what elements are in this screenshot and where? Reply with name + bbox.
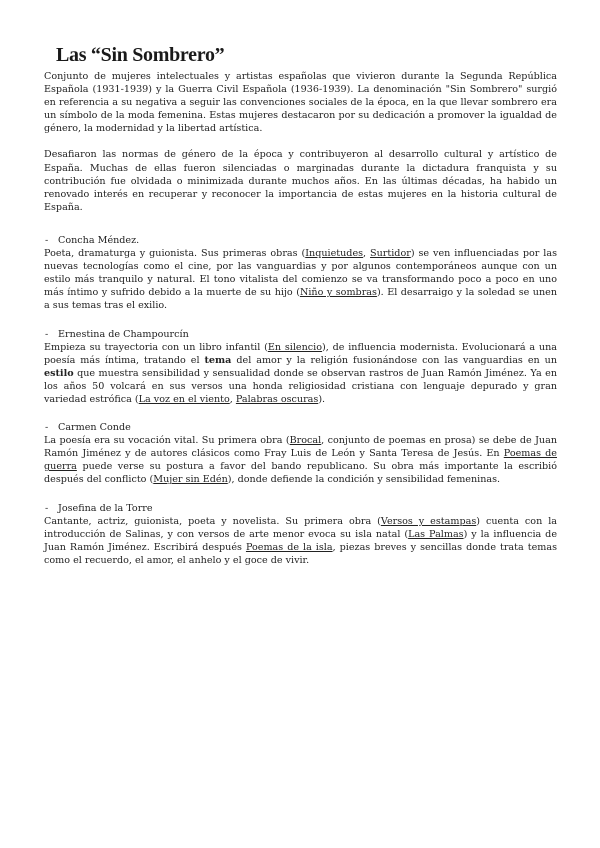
work-title-link[interactable]: Brocal bbox=[289, 435, 322, 447]
work-title-link[interactable]: Niño y sombras bbox=[299, 287, 377, 299]
text-run: La poesía era su vocación vital. Su primera obra ( bbox=[44, 435, 290, 447]
text-run: Cantante, actriz, guionista, poeta y novelista. Su primera obra ( bbox=[44, 515, 381, 527]
text-run: puede verse su postura a favor del bando republicano. Su obra más importante la escribió después del conflicto ( bbox=[44, 461, 557, 486]
work-title-link[interactable]: Poemas de guerra bbox=[44, 448, 557, 473]
section-ernestina-de-champourcin bbox=[44, 321, 557, 407]
list-dash: - bbox=[45, 234, 49, 246]
text-run: del amor y la religión fusionándose con las vanguardias en un bbox=[231, 354, 557, 366]
work-title-link[interactable]: La voz en el viento bbox=[138, 393, 230, 405]
section-josefina-de-la-torre bbox=[44, 495, 557, 567]
section-text bbox=[44, 341, 557, 406]
document-title: Las “Sin Sombrero” bbox=[56, 44, 225, 66]
text-run: ), de influencia modernista. Evolucionará a una poesía más íntima, tratando el bbox=[44, 341, 557, 366]
work-title-link[interactable]: Mujer sin Edén bbox=[153, 474, 228, 486]
section-text bbox=[44, 434, 557, 486]
list-dash: - bbox=[45, 502, 49, 514]
author-name: Josefina de la Torre bbox=[58, 502, 153, 514]
intro-paragraph-1: Conjunto de mujeres intelectuales y artistas españolas que vivieron durante la Segunda República Española (1931-1939) y la Guerra Civil Española (1936-1939). La denominación "Sin Sombrero" surgió en referencia a su negativa a seguir las convenciones sociales de la época, en la que llevar sombrero era un símbolo de la moda femenina. Estas mujeres destacaron por su dedicación a promover la igualdad de género, la modernidad y la libertad artística. bbox=[44, 71, 557, 135]
author-name: Ernestina de Champourcín bbox=[58, 328, 189, 340]
bold-term: estilo bbox=[44, 367, 74, 379]
section-heading bbox=[44, 321, 557, 341]
list-dash: - bbox=[45, 422, 49, 434]
text-run: que muestra sensibilidad y sensualidad donde se observan rastros de Juan Ramón Jiménez. Ya en los años 50 volcará en sus versos una honda religiosidad cristiana con lenguaje depurado y gran variedad estrófica ( bbox=[44, 367, 557, 405]
text-run: ) cuenta con la introducción de Salinas, y con versos de arte menor evoca su isla natal ( bbox=[44, 515, 557, 540]
bold-term: tema bbox=[204, 354, 232, 366]
work-title-link[interactable]: Las Palmas bbox=[408, 528, 464, 540]
author-name: Concha Méndez. bbox=[58, 234, 140, 246]
text-run: Empieza su trayectoria con un libro infantil ( bbox=[44, 341, 268, 353]
section-carmen-conde bbox=[44, 414, 557, 486]
text-run: , conjunto de poemas en prosa) se debe de Juan Ramón Jiménez y de autores clásicos como Fray Luis de León y Santa Teresa de Jesús. En bbox=[44, 435, 558, 460]
section-text bbox=[44, 247, 557, 312]
work-title-link[interactable]: En silencio bbox=[267, 341, 322, 353]
list-dash: - bbox=[45, 328, 49, 340]
work-title-link[interactable]: Surtidor bbox=[370, 248, 411, 260]
text-run: ) se ven influenciadas por las nuevas tecnologías como el cine, por las vanguardias y por algunos contemporáneos aunque con un estilo más tranquilo y natural. El tono vitalista del comienzo se va transformando poco a poco en uno más íntimo y sufrido debido a la muerte de su hijo ( bbox=[44, 248, 557, 299]
text-run: ) y la influencia de Juan Ramón Jiménez. Escribirá después bbox=[44, 528, 557, 553]
work-title-link[interactable]: Versos y estampas bbox=[380, 515, 477, 527]
work-title-link[interactable]: Inquietudes bbox=[305, 248, 364, 260]
paragraph-gap bbox=[44, 135, 557, 148]
text-run: , bbox=[363, 248, 371, 260]
work-title-link[interactable]: Poemas de la isla bbox=[245, 541, 333, 553]
author-name: Carmen Conde bbox=[58, 422, 131, 434]
section-heading bbox=[44, 414, 557, 434]
text-run: Poeta, dramaturga y guionista. Sus primeras obras ( bbox=[44, 248, 306, 260]
section-heading bbox=[44, 227, 557, 247]
text-run: ). bbox=[318, 393, 326, 405]
paragraph-gap bbox=[44, 214, 557, 227]
text-run: ). El desarraigo y la soledad se unen a sus temas tras el exilio. bbox=[44, 287, 557, 312]
text-run: , bbox=[229, 393, 236, 405]
section-text bbox=[44, 515, 557, 567]
document-body bbox=[44, 70, 557, 575]
section-heading bbox=[44, 495, 557, 515]
text-run: , piezas breves y sencillas donde trata temas como el recuerdo, el amor, el anhelo y el goce de vivir. bbox=[44, 541, 558, 566]
text-run: ), donde defiende la condición y sensibilidad femeninas. bbox=[227, 474, 501, 486]
work-title-link[interactable]: Palabras oscuras bbox=[235, 393, 319, 405]
intro-paragraph-2: Desafiaron las normas de género de la época y contribuyeron al desarrollo cultural y artístico de España. Muchas de ellas fueron silenciadas o marginadas durante la dictadura franquista y su contribución fue olvidada o minimizada durante muchos años. En las últimas décadas, ha habido un renovado interés en recuperar y reconocer la importancia de estas mujeres en la historia cultural de España. bbox=[44, 149, 557, 213]
section-concha-mendez bbox=[44, 227, 557, 313]
